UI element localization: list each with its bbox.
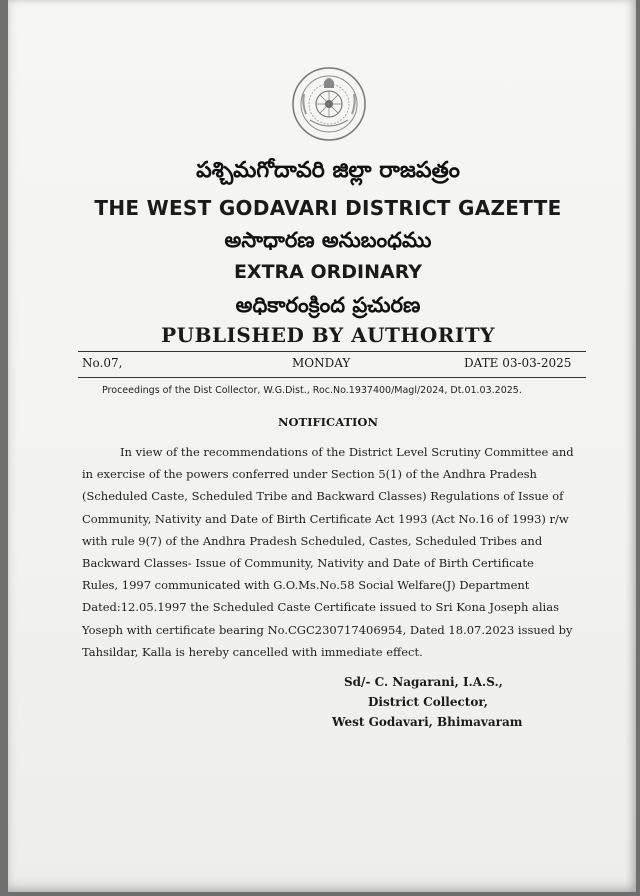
notification-line: Community, Nativity and Date of Birth Certificate Act 1993 (Act No.16 of 1993) r/w: [82, 511, 569, 526]
issue-day: MONDAY: [292, 356, 351, 370]
issue-bottom-divider: [78, 377, 586, 378]
issue-number: No.07,: [82, 356, 123, 370]
notification-line: Tahsildar, Kalla is hereby cancelled with immediate effect.: [82, 644, 423, 659]
proceedings-reference: Proceedings of the Dist Collector, W.G.Dist., Roc.No.1937400/Magl/2024, Dt.01.03.2025.: [102, 385, 522, 396]
notification-line: in exercise of the powers conferred under Section 5(1) of the Andhra Pradesh: [82, 467, 537, 482]
notification-line: Dated:12.05.1997 the Scheduled Caste Certificate issued to Sri Kona Joseph alias: [82, 600, 559, 615]
notification-line: Rules, 1997 communicated with G.O.Ms.No.58 Social Welfare(J) Department: [82, 578, 530, 593]
published-by-authority-telugu: అధికారంక్రింద ప్రచురణ: [235, 293, 421, 317]
issue-date: DATE 03-03-2025: [464, 356, 572, 370]
signature-block: [328, 672, 522, 732]
signatory-office: West Godavari, Bhimavaram: [332, 715, 523, 729]
extra-ordinary-telugu: అసాధారణ అనుబంధము: [224, 228, 432, 252]
notification-line: with rule 9(7) of the Andhra Pradesh Scheduled, Castes, Scheduled Tribes and: [82, 533, 543, 548]
notification-line: Yoseph with certificate bearing No.CGC230717406954, Dated 18.07.2023 issued by: [82, 622, 573, 637]
gazette-title: THE WEST GODAVARI DISTRICT GAZETTE: [94, 196, 562, 220]
notification-body: [82, 441, 596, 663]
gazette-page: [8, 0, 636, 892]
state-emblem-icon: [290, 64, 368, 146]
notification-line: In view of the recommendations of the District Level Scrutiny Committee and: [120, 445, 574, 459]
signatory-designation: District Collector,: [368, 695, 488, 709]
published-by-authority-heading: PUBLISHED BY AUTHORITY: [161, 323, 495, 347]
notification-line: (Scheduled Caste, Scheduled Tribe and Backward Classes) Regulations of Issue of: [82, 489, 564, 504]
gazette-title-telugu: పశ్చిమగోదావరి జిల్లా రాజపత్రం: [196, 158, 460, 183]
notification-line: Backward Classes- Issue of Community, Nativity and Date of Birth Certificate: [82, 556, 534, 571]
signatory-name: Sd/- C. Nagarani, I.A.S.,: [344, 675, 503, 689]
issue-top-divider: [78, 351, 586, 352]
notification-heading: NOTIFICATION: [278, 415, 378, 429]
extra-ordinary-heading: EXTRA ORDINARY: [233, 261, 423, 283]
